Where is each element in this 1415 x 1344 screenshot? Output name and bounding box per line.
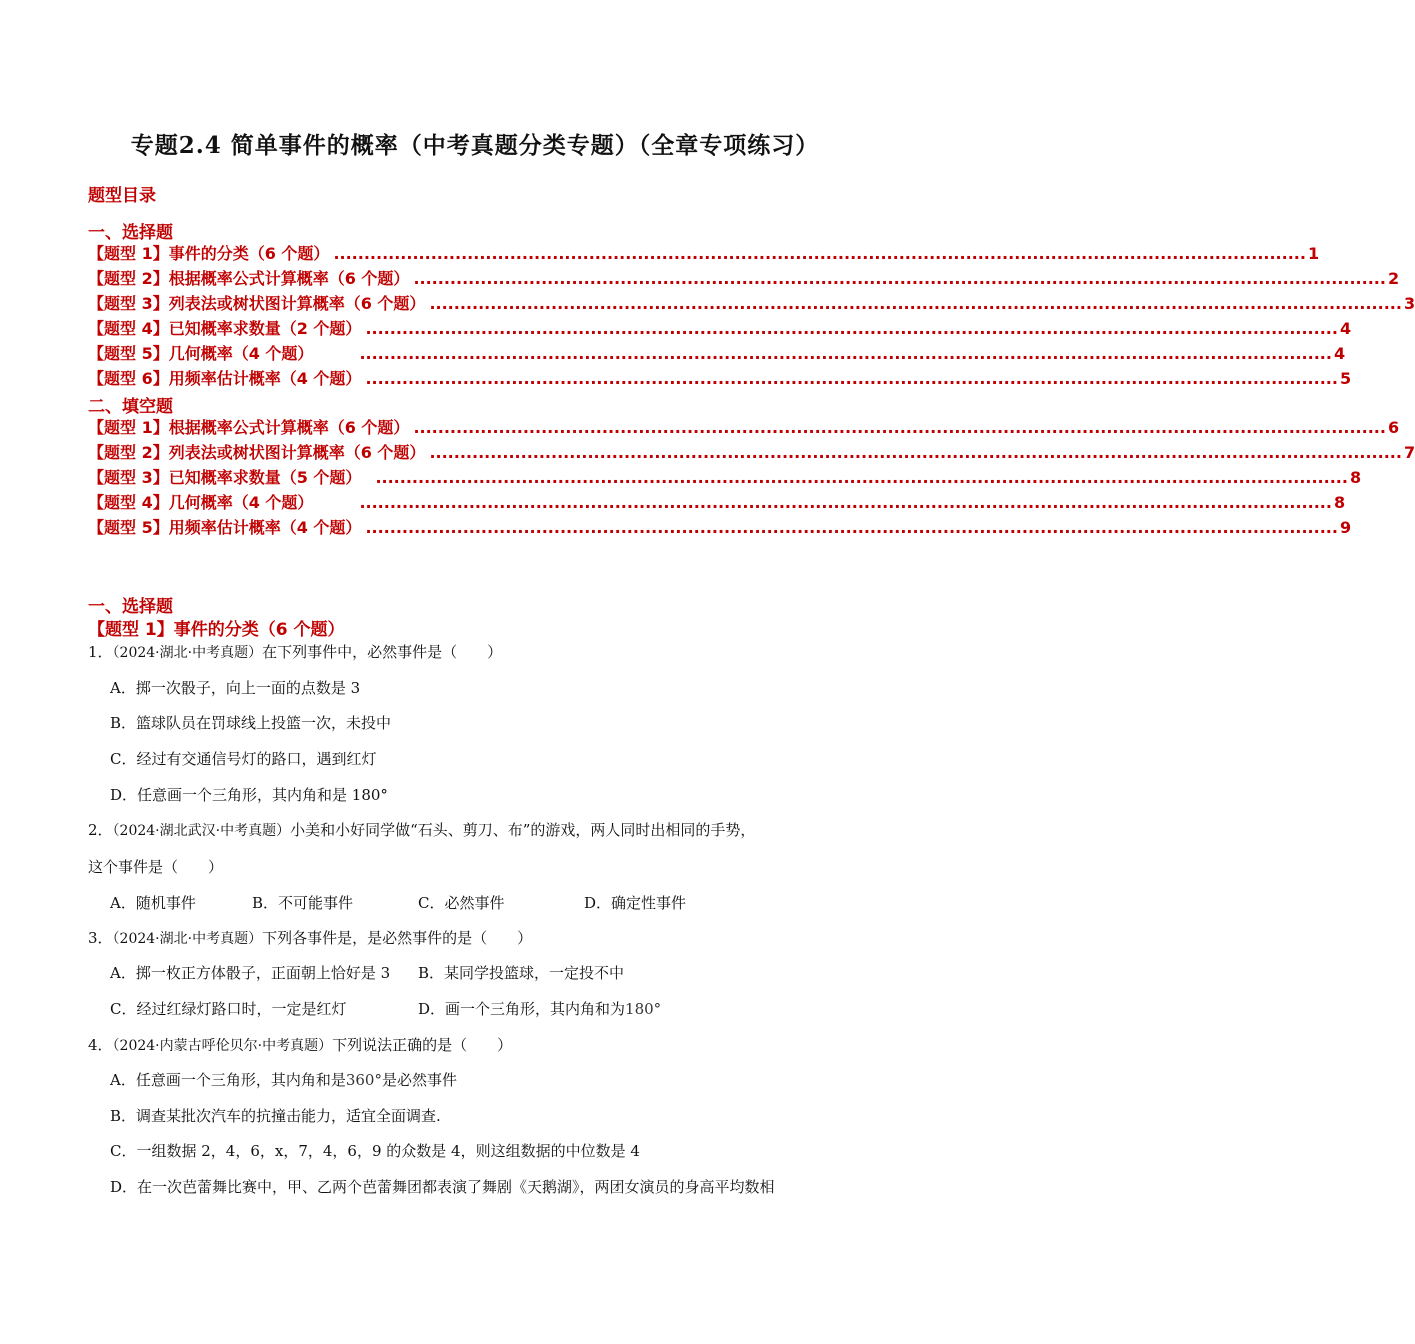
option-a: A．任意画一个三角形，其内角和是360°是必然事件 bbox=[110, 1071, 457, 1089]
option-b: B．调查某批次汽车的抗撞击能力，适宜全面调查. bbox=[110, 1107, 441, 1125]
option-c: C．经过有交通信号灯的路口，遇到红灯 bbox=[110, 750, 377, 768]
question-2: 2．（2024·湖北武汉·中考真题）小美和小好同学做“石头、剪刀、布”的游戏，两人同时出相同的手势， bbox=[88, 821, 756, 839]
toc-section-heading: 二、填空题 bbox=[88, 397, 173, 417]
math-expression: 360° bbox=[345, 1071, 382, 1089]
section-heading: 一、选择题 bbox=[88, 597, 173, 617]
option-a: A．掷一枚正方体骰子，正面朝上恰好是 3 bbox=[110, 964, 391, 982]
option-d: D．画一个三角形，其内角和为180° bbox=[418, 1000, 662, 1018]
type-heading: 【题型 1】事件的分类（6 个题） bbox=[88, 620, 345, 640]
toc-section-heading: 一、选择题 bbox=[88, 223, 173, 243]
toc-entry[interactable]: 【题型 6】用频率估计概率（4 个题） ................................................................................................................................................................ 5 bbox=[88, 369, 1352, 388]
option-b: B．某同学投篮球，一定投不中 bbox=[418, 964, 625, 982]
toc-entry[interactable]: 【题型 4】已知概率求数量（2 个题） ................................................................................................................................................................ 4 bbox=[88, 319, 1352, 338]
toc-entry[interactable]: 【题型 4】几何概率（4 个题） ................................................................................................................................................................ 8 bbox=[88, 493, 1346, 512]
question-1: 1．（2024·湖北·中考真题）在下列事件中，必然事件是（ ） bbox=[88, 643, 503, 661]
option-c: C．必然事件 bbox=[418, 894, 505, 912]
option-b: B．不可能事件 bbox=[252, 894, 354, 912]
toc-entry[interactable]: 【题型 5】用频率估计概率（4 个题） ................................................................................................................................................................ 9 bbox=[88, 518, 1352, 537]
toc-entry[interactable]: 【题型 1】根据概率公式计算概率（6 个题） ................................................................................................................................................................ 6 bbox=[88, 418, 1400, 437]
question-4: 4．（2024·内蒙古呼伦贝尔·中考真题）下列说法正确的是（ ） bbox=[88, 1036, 513, 1054]
option-b: B．篮球队员在罚球线上投篮一次，未投中 bbox=[110, 714, 392, 732]
toc-entry[interactable]: 【题型 3】已知概率求数量（5 个题） ................................................................................................................................................................ 8 bbox=[88, 468, 1362, 487]
option-a: A．随机事件 bbox=[110, 894, 196, 912]
question-3: 3．（2024·湖北·中考真题）下列各事件是，是必然事件的是（ ） bbox=[88, 929, 533, 947]
option-a: A．掷一次骰子，向上一面的点数是 3 bbox=[110, 679, 361, 697]
option-c: C．经过红绿灯路口时，一定是红灯 bbox=[110, 1000, 347, 1018]
toc-entry[interactable]: 【题型 5】几何概率（4 个题） ................................................................................................................................................................ 4 bbox=[88, 344, 1346, 363]
toc-entry[interactable]: 【题型 1】事件的分类（6 个题） ................................................................................................................................................................ 1 bbox=[88, 244, 1320, 263]
toc-entry[interactable]: 【题型 3】列表法或树状图计算概率（6 个题） ................................................................................................................................................................ 3 bbox=[88, 294, 1415, 313]
toc-entry[interactable]: 【题型 2】根据概率公式计算概率（6 个题） ................................................................................................................................................................ 2 bbox=[88, 269, 1400, 288]
option-d: D．任意画一个三角形，其内角和是 180° bbox=[110, 786, 388, 804]
option-c: C．一组数据 2，4，6，x，7，4，6，9 的众数是 4，则这组数据的中位数是 4 bbox=[110, 1142, 640, 1160]
toc-entry[interactable]: 【题型 2】列表法或树状图计算概率（6 个题） ................................................................................................................................................................ 7 bbox=[88, 443, 1415, 462]
page-title: 专题2.4 简单事件的概率（中考真题分类专题）（全章专项练习） bbox=[130, 132, 820, 159]
toc-heading: 题型目录 bbox=[88, 186, 156, 206]
option-d: D．在一次芭蕾舞比赛中，甲、乙两个芭蕾舞团都表演了舞剧《天鹅湖》，两团女演员的身高平均数相 bbox=[110, 1178, 775, 1196]
option-d: D．确定性事件 bbox=[584, 894, 687, 912]
math-expression: 180° bbox=[625, 1000, 662, 1018]
question-2-continued: 这个事件是（ ） bbox=[88, 858, 224, 876]
